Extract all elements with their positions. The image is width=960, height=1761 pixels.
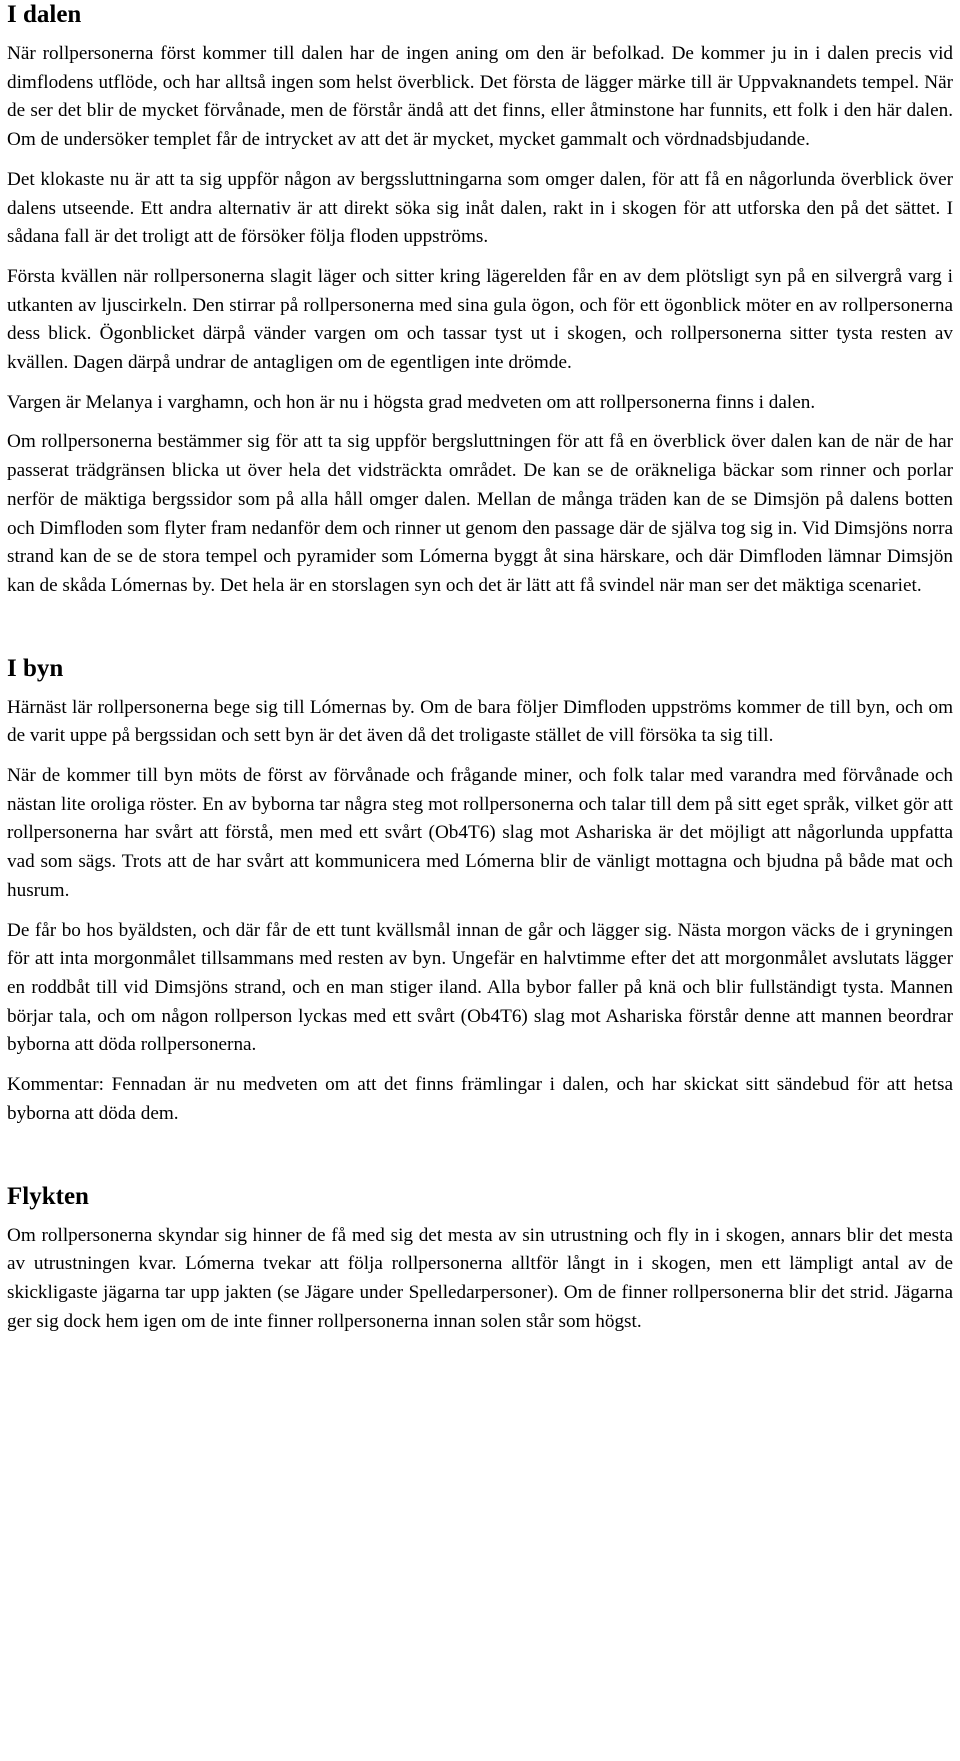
paragraph: Första kvällen när rollpersonerna slagit läger och sitter kring lägerelden får en av dem plötsligt syn på en silvergrå varg i utkanten av ljuscirkeln. Den stirrar på rollpersonerna med sina gula ögon, och för ett ögonblick möter en av rollpersonerna dess blick. Ögonblicket därpå vänder vargen om och tassar tyst ut i skogen, och rollpersonerna sitter tysta resten av kvällen. Dagen därpå undrar de antagligen om de egentligen inte drömde. xyxy=(7,265,953,374)
paragraph: När de kommer till byn möts de först av förvånade och frågande miner, och folk talar med varandra med förvånade och nästan lite oroliga röster. En av byborna tar några steg mot rollpersonerna och talar till dem på sitt eget språk, vilket gör att rollpersonerna har svårt att förstå, men med ett svårt (Ob4T6) slag mot Ashariska är det möjligt att någorlunda uppfatta vad som sägs. Trots att de har svårt att kommunicera med Lómerna blir de vänligt mottagna och bjudna på både mat och husrum. xyxy=(7,765,953,901)
section-flykten xyxy=(7,1182,953,1337)
paragraph: Kommentar: Fennadan är nu medveten om att det finns främlingar i dalen, och har skickat sitt sändebud för att hetsa byborna att döda dem. xyxy=(7,1074,953,1124)
section-i-dalen xyxy=(7,0,953,601)
paragraph: De får bo hos byäldsten, och där får de ett tunt kvällsmål innan de går och lägger sig. Nästa morgon väcks de i gryningen för att inta morgonmålet tillsammans med resten av byn. Ungefär en halvtimme efter det att morgonmålet avslutats lägger en roddbåt till vid Dimsjöns strand, och en man stiger iland. Alla bybor faller på knä och blir fullständigt tysta. Mannen börjar tala, och om någon rollperson lyckas med ett svårt (Ob4T6) slag mot Ashariska förstår denne att mannen beordrar byborna att döda rollpersonerna. xyxy=(7,919,953,1056)
paragraph: När rollpersonerna först kommer till dalen har de ingen aning om den är befolkad. De kommer ju in i dalen precis vid dimflodens utflöde, och har alltså ingen som helst överblick. Det första de lägger märke till är Uppvaknandets tempel. När de ser det blir de mycket förvånade, men de förstår ändå att det finns, eller åtminstone har funnits, ett folk i den här dalen. Om de undersöker templet får de intrycket av att det är mycket, mycket gammalt och vördnadsbjudande. xyxy=(7,43,953,151)
section-heading: Flykten xyxy=(7,1182,89,1210)
section-heading: I byn xyxy=(7,654,64,682)
section-heading: I dalen xyxy=(7,1,82,28)
paragraph: Det klokaste nu är att ta sig uppför någon av bergssluttningarna som omger dalen, för att få en någorlunda överblick över dalens utseende. Ett andra alternativ är att direkt söka sig inåt dalen, rakt in i skogen för att utforska den på det sättet. I sådana fall är det troligt att de försöker följa floden uppströms. xyxy=(7,168,953,248)
paragraph: Om rollpersonerna skyndar sig hinner de få med sig det mesta av sin utrustning och fly in i skogen, annars blir det mesta av utrustningen kvar. Lómerna tvekar att följa rollpersonerna alltför långt in i skogen, men ett lämpligt antal av de skickligaste jägarna tar upp jakten (se Jägare under Spelledarpersoner). Om de finner rollpersonerna blir det strid. Jägarna ger sig dock hem igen om de inte finner rollpersonerna innan solen står som högst. xyxy=(7,1224,953,1332)
paragraph: Härnäst lär rollpersonerna bege sig till Lómernas by. Om de bara följer Dimfloden uppströms kommer de till byn, och om de varit uppe på bergssidan och sett byn är det även då det troligaste stället de vill försöka ta sig till. xyxy=(7,696,953,747)
paragraph: Om rollpersonerna bestämmer sig för att ta sig uppför bergsluttningen för att få en överblick över dalen kan de när de har passerat trädgränsen blicka ut över hela det vidsträckta området. De kan se de oräkneliga bäckar som rinner och porlar nerför de mäktiga bergssidor som på alla håll omger dalen. Mellan de många träden kan de se Dimsjön på dalens botten och Dimfloden som flyter fram nedanför dem och rinner ut genom den passage där de själva tog sig in. Vid Dimsjöns norra strand kan de se de stora tempel och pyramider som Lómerna byggt åt sina härskare, och där Dimfloden lämnar Dimsjön kan de skåda Lómernas by. Det hela är en storslagen syn och det är lätt att få svindel när man ser det mäktiga scenariet. xyxy=(7,431,953,596)
section-i-byn xyxy=(7,654,953,1129)
paragraph: Vargen är Melanya i varghamn, och hon är nu i högsta grad medveten om att rollpersonerna finns i dalen. xyxy=(7,391,816,413)
